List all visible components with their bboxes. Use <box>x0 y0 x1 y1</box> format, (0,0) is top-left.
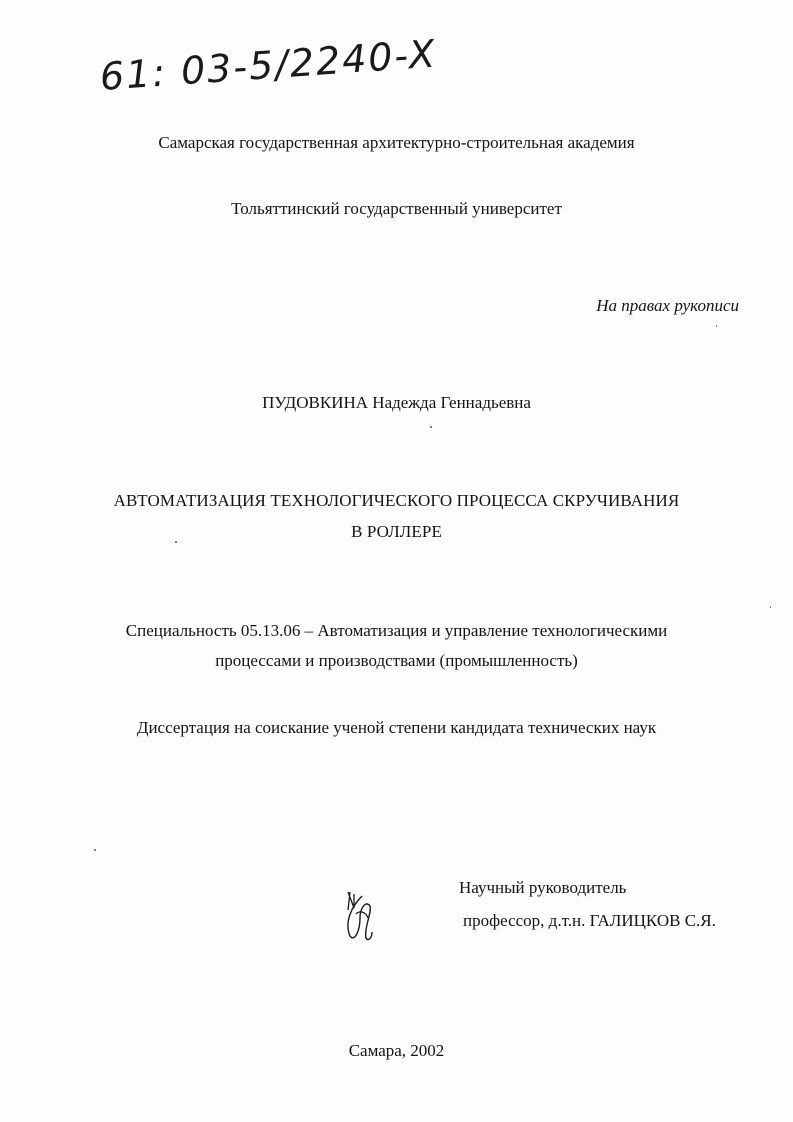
specialty-line-2: процессами и производствами (промышленность) <box>215 651 578 670</box>
dissertation-statement: Диссертация на соискание ученой степени кандидата технических наук <box>136 718 657 737</box>
specialty-line-1: Специальность 05.13.06 – Автоматизация и управление технологическими <box>125 621 668 640</box>
scan-speck <box>770 606 771 608</box>
author-name: ПУДОВКИНА Надежда Геннадьевна <box>262 393 531 412</box>
supervisor-name: профессор, д.т.н. ГАЛИЦКОВ С.Я. <box>463 911 716 930</box>
handwritten-archive-code: 61: 03-5/2240-X <box>98 31 439 99</box>
title-line-1: АВТОМАТИЗАЦИЯ ТЕХНОЛОГИЧЕСКОГО ПРОЦЕССА СКРУЧИВАНИЯ <box>113 491 680 510</box>
scan-speck <box>94 849 96 851</box>
title-line-2: В РОЛЛЕРЕ <box>351 522 442 541</box>
scan-speck <box>175 541 177 543</box>
scan-speck <box>716 325 717 327</box>
university-name: Тольяттинский государственный университет <box>231 199 562 218</box>
academy-name: Самарская государственная архитектурно-строительная академия <box>158 133 635 152</box>
manuscript-note: На правах рукописи <box>596 296 739 315</box>
signature-icon <box>340 888 376 944</box>
scan-speck <box>430 426 432 428</box>
supervisor-label: Научный руководитель <box>459 878 627 897</box>
city-year: Самара, 2002 <box>348 1041 445 1060</box>
